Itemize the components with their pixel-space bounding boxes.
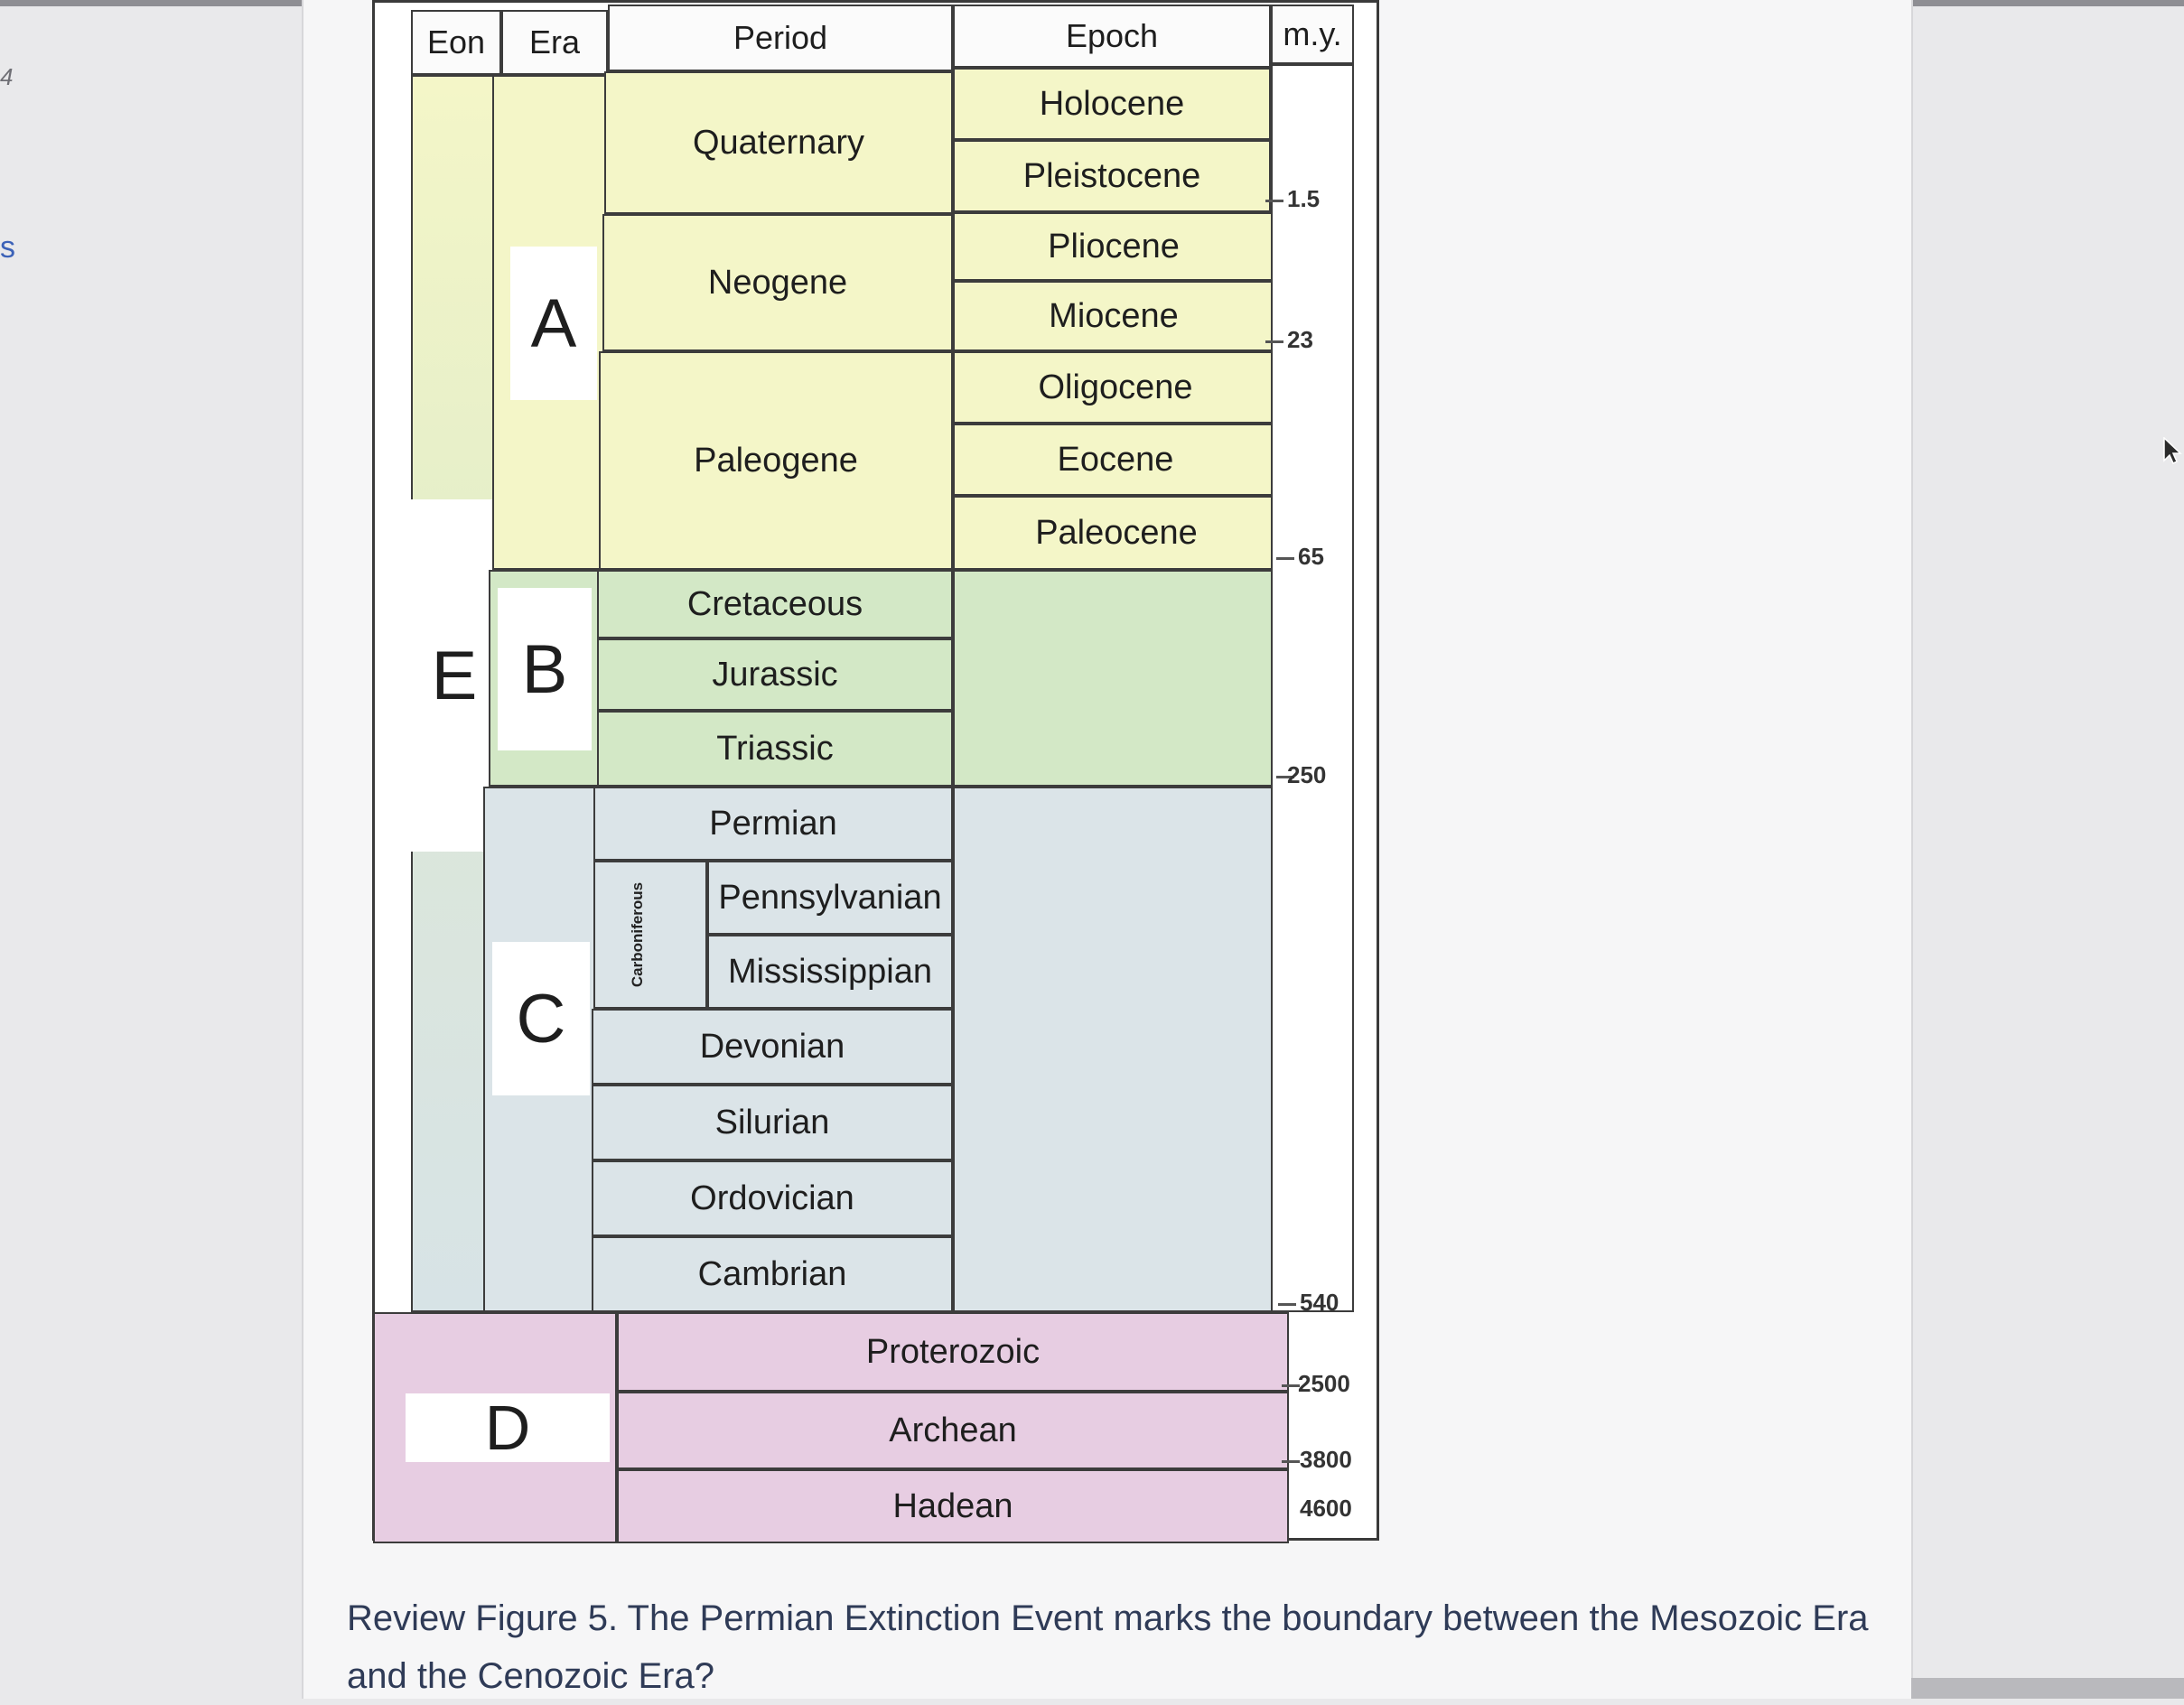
eon-label-e: E: [404, 499, 505, 852]
age-540: 540: [1300, 1289, 1339, 1316]
eon-archean: Archean: [617, 1392, 1289, 1469]
period-quaternary: Quaternary: [604, 71, 953, 214]
age-65: 65: [1298, 543, 1324, 570]
bottom-strip: [1911, 1678, 2184, 1699]
age-250: 250: [1287, 761, 1327, 788]
period-neogene: Neogene: [602, 214, 953, 351]
epoch-holocene: Holocene: [953, 68, 1271, 140]
period-mississippian: Mississippian: [707, 935, 953, 1009]
era-label-c: C: [492, 942, 590, 1095]
period-ordovician: Ordovician: [592, 1160, 953, 1236]
side-number: 4: [0, 63, 14, 90]
epoch-pliocene: Pliocene: [953, 212, 1274, 281]
tick-2500: [1282, 1384, 1300, 1387]
period-carboniferous-label: Carboniferous: [629, 881, 646, 988]
age-3800: 3800: [1300, 1446, 1352, 1473]
eon-proterozoic: Proterozoic: [617, 1312, 1289, 1392]
period-cambrian: Cambrian: [592, 1236, 953, 1312]
epoch-paleocene: Paleocene: [953, 496, 1280, 570]
eon-hadean: Hadean: [617, 1469, 1289, 1543]
tick-1-5: [1265, 200, 1283, 202]
geologic-timescale-figure: [372, 0, 1379, 1541]
header-my: m.y.: [1271, 5, 1354, 64]
period-triassic: Triassic: [597, 711, 953, 787]
epoch-mesozoic-blank: [953, 570, 1283, 787]
my-column: [1271, 64, 1354, 1312]
header-epoch: Epoch: [953, 5, 1271, 68]
period-cretaceous: Cretaceous: [597, 570, 953, 638]
epoch-eocene: Eocene: [953, 424, 1278, 496]
header-eon: Eon: [411, 10, 501, 75]
tick-23: [1265, 340, 1283, 343]
header-era: Era: [501, 10, 608, 75]
precambrian-label-d: D: [406, 1393, 610, 1462]
age-2500: 2500: [1298, 1370, 1350, 1397]
tick-540: [1278, 1303, 1296, 1306]
epoch-pleistocene: Pleistocene: [953, 140, 1271, 212]
epoch-oligocene: Oligocene: [953, 351, 1278, 424]
side-link[interactable]: s: [0, 230, 15, 265]
epoch-miocene: Miocene: [953, 281, 1274, 351]
period-paleogene: Paleogene: [599, 351, 953, 570]
period-permian: Permian: [593, 787, 953, 861]
epoch-paleozoic-blank: [953, 787, 1289, 1312]
tick-3800: [1282, 1460, 1300, 1463]
tick-65: [1276, 557, 1294, 560]
age-23: 23: [1287, 326, 1313, 353]
mouse-cursor-icon: [2162, 437, 2182, 464]
question-text: Review Figure 5. The Permian Extinction Event marks the boundary between the Mesozoic Era and the Cenozoic Era?: [347, 1598, 1869, 1696]
age-4600: 4600: [1300, 1495, 1352, 1522]
age-1-5: 1.5: [1287, 185, 1321, 212]
era-label-b: B: [498, 588, 592, 750]
period-pennsylvanian: Pennsylvanian: [707, 861, 953, 935]
period-silurian: Silurian: [592, 1085, 953, 1160]
period-devonian: Devonian: [592, 1009, 953, 1085]
period-jurassic: Jurassic: [597, 638, 953, 711]
header-period: Period: [608, 5, 953, 71]
era-label-a: A: [510, 247, 597, 400]
